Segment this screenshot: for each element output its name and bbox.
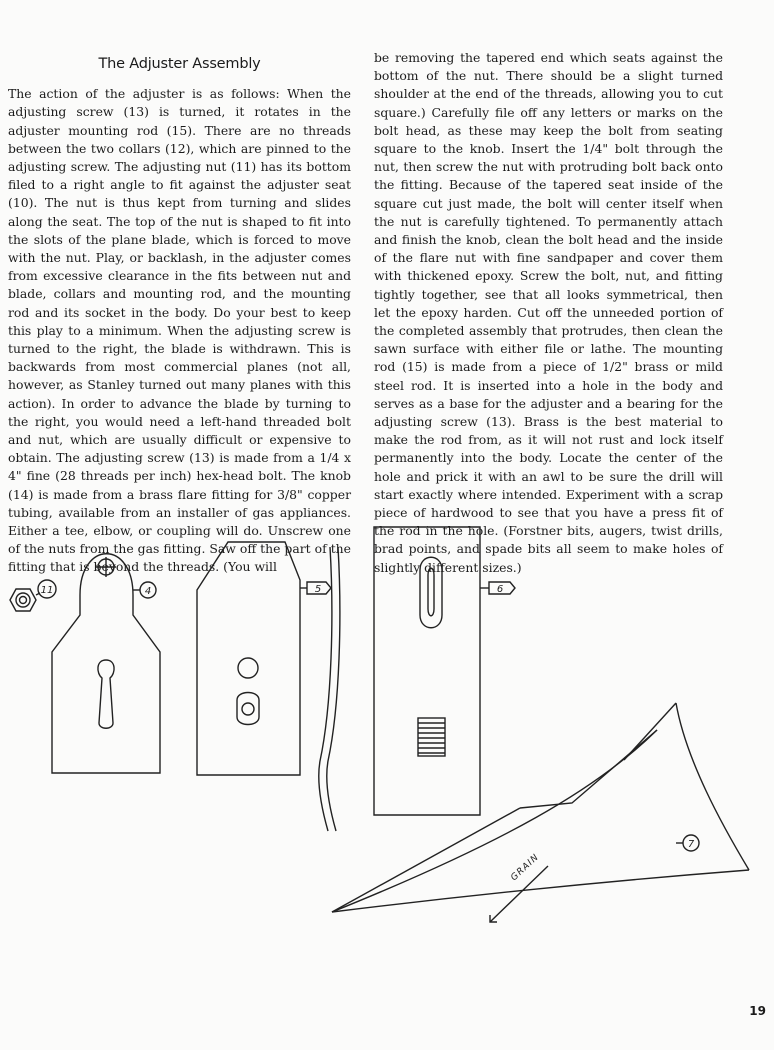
- parts-diagram: [0, 525, 774, 995]
- section-heading: The Adjuster Assembly: [98, 56, 261, 72]
- left-column-text: The action of the adjuster is as follows: When the adjusting screw (13) is turned, it rotates in the adjuster mounting rod (15). There are no threads between the two collars (12), which are pinned to the adjusting screw. The adjusting nut (11) has its bottom filed to a right angle to fit against the adjuster seat (10). The nut is thus kept from turning and slides along the seat. The top of the nut is shaped to fit into the slots of the plane blade, which is forced to move with the nut. Play, or backlash, in the adjuster comes from excessive clearance in the fits between nut and blade, collars and mounting rod, and the mounting rod and its socket in the body. Do your best to keep this play to a minimum. When the adjusting screw is turned to the right, the blade is withdrawn. This is backwards from most commercial planes (not all, however, as Stanley turned out many planes with this action). In order to advance the blade by turning to the right, you would need a left-hand threaded bolt and nut, which are usually difficult or expensive to obtain. The adjusting screw (13) is made from a 1/4 x 4" fine (28 threads per inch) hex-head bolt. The knob (14) is made from a brass flare fitting for 3/8" copper tubing, available from an installer of gas appliances. Either a tee, elbow, or coupling will do. Unscrew one of the nuts from the gas fitting. Saw off the part of the fitting that is beyond the threads. (You will: [8, 86, 351, 575]
- right-column: [374, 49, 723, 577]
- page-number: 19: [749, 1004, 766, 1018]
- label-blade: 5: [314, 584, 322, 595]
- label-wedge: 7: [687, 839, 695, 850]
- right-column-text: be removing the tapered end which seats against the bottom of the nut. There should be a slight turned shoulder at the end of the threads, allowing you to cut square.) Carefully file off any letters or marks on the bolt head, as these may keep the bolt from seating square to the knob. Insert the 1/4" bolt through the nut, then screw the nut with protruding bolt back onto the fitting. Because of the tapered seat inside of the square cut just made, the bolt will center itself when the nut is carefully tightened. To permanently attach and finish the knob, clean the bolt head and the inside of the flare nut with fine sandpaper and cover them with thickened epoxy. Screw the bolt, nut, and fitting tightly together, see that all looks symmetrical, then let the epoxy harden. Cut off the unneeded portion of the completed assembly that protrudes, then clean the sawn surface with either file or lathe. The mounting rod (15) is made from a piece of 1/2" brass or mild steel rod. It is inserted into a hole in the body and serves as a base for the adjuster and a bearing for the adjusting screw (13). Brass is the best material to make the rod from, as it will not rust and lock itself permanently into the body. Locate the center of the hole and prick it with an awl to be sure the drill will start exactly where intended. Experiment with a scrap piece of hardwood to see that you have a press fit of the rod in the hole. (Forstner bits, augers, twist drills, brad points, and spade bits all seem to make holes of slightly different sizes.): [374, 50, 723, 575]
- grain-label: GRAIN: [509, 852, 542, 884]
- label-nut: 11: [40, 585, 54, 596]
- left-column: [8, 50, 351, 577]
- label-seat: 4: [144, 586, 152, 597]
- plane-body-drawing: [374, 527, 515, 815]
- wedge-drawing: [332, 703, 749, 922]
- label-body: 6: [496, 584, 504, 595]
- adjuster-seat-drawing: [52, 554, 160, 773]
